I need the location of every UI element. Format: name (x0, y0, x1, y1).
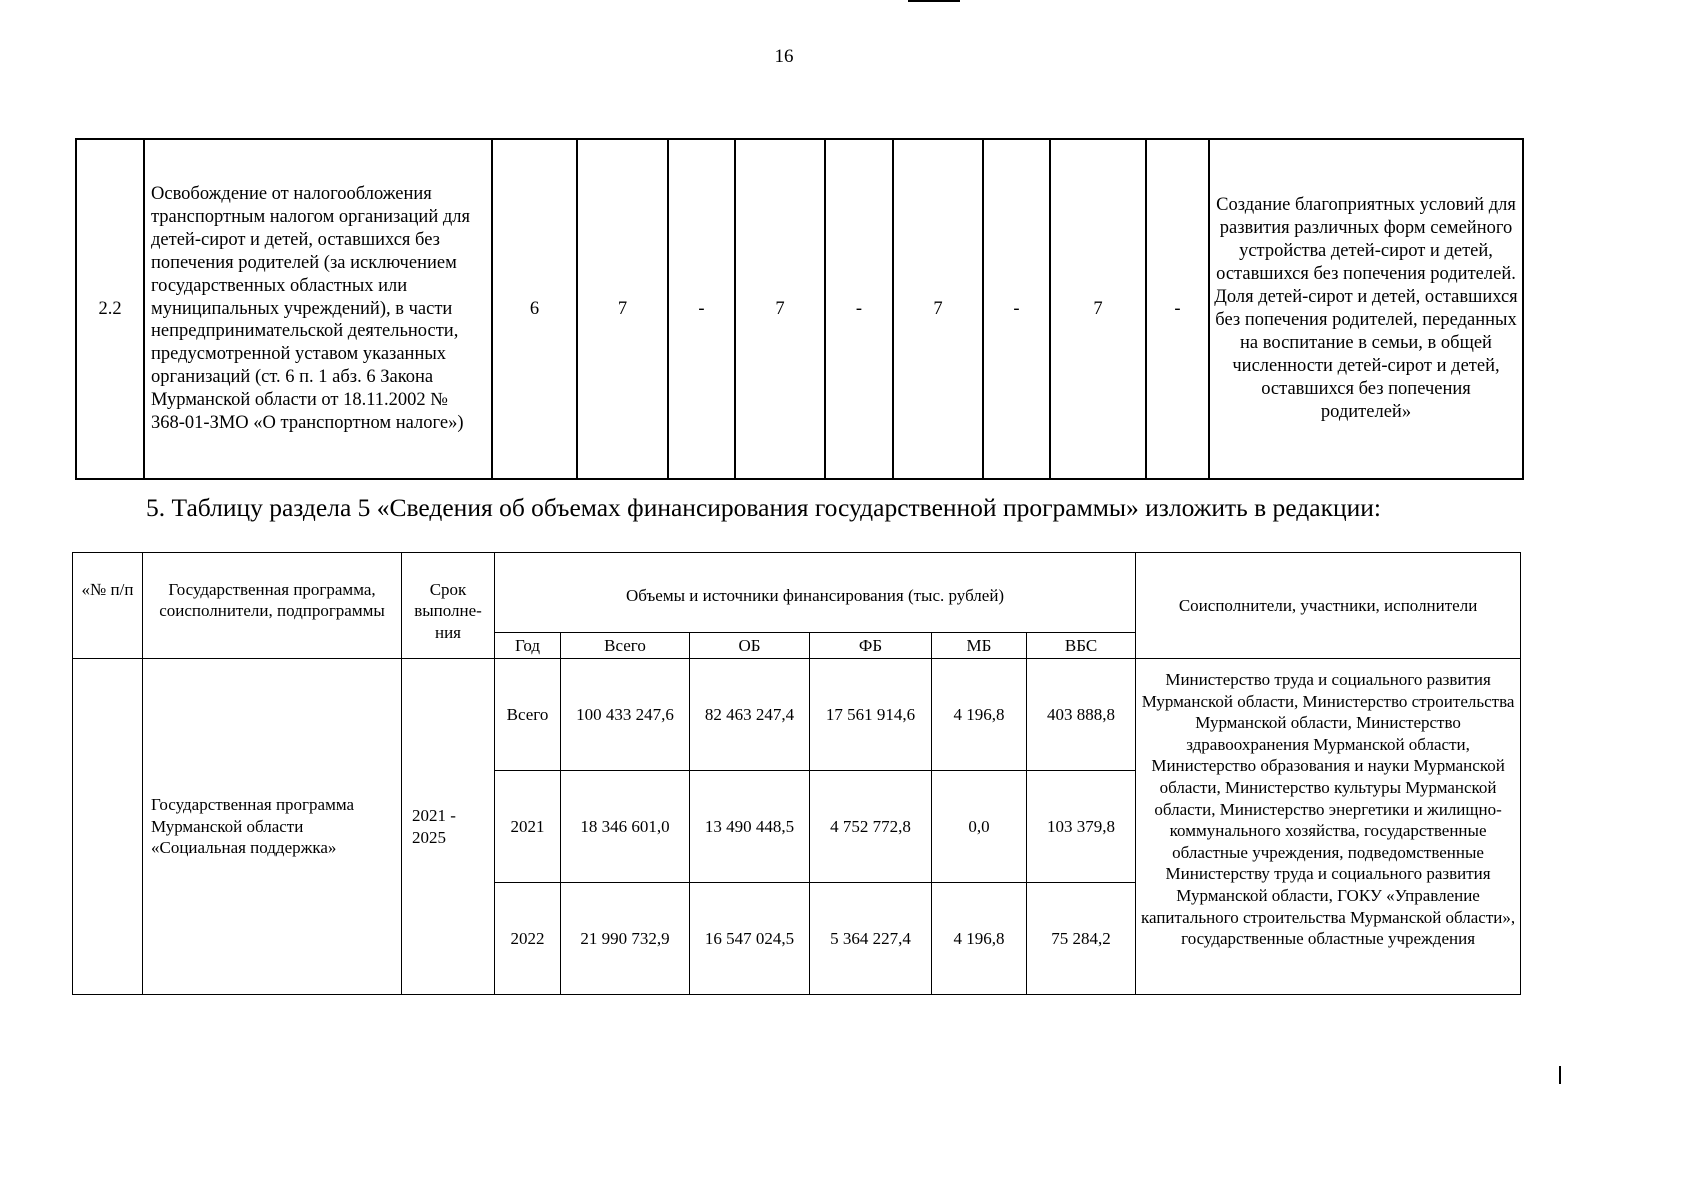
col-header-year: Год (495, 633, 561, 659)
financing-table (72, 552, 1521, 995)
col-header-vbs: ВБС (1027, 633, 1136, 659)
year-cell: Всего (495, 659, 561, 771)
table-header-row (73, 553, 1521, 633)
value-cell: 7 (893, 139, 983, 479)
vbs-cell: 403 888,8 (1027, 659, 1136, 771)
value-cell: - (1146, 139, 1209, 479)
vbs-cell: 75 284,2 (1027, 883, 1136, 995)
mb-cell: 0,0 (932, 771, 1027, 883)
program-term: 2021 - 2025 (402, 659, 495, 995)
year-cell: 2021 (495, 771, 561, 883)
value-cell: - (825, 139, 893, 479)
fb-cell: 17 561 914,6 (810, 659, 932, 771)
col-header-number: «№ п/п (73, 553, 143, 659)
top-scan-mark (908, 0, 960, 2)
mb-cell: 4 196,8 (932, 659, 1027, 771)
col-header-total: Всего (561, 633, 690, 659)
table-row (73, 659, 1521, 771)
vbs-cell: 103 379,8 (1027, 771, 1136, 883)
col-header-fb: ФБ (810, 633, 932, 659)
mb-cell: 4 196,8 (932, 883, 1027, 995)
value-cell: 6 (492, 139, 577, 479)
total-cell: 100 433 247,6 (561, 659, 690, 771)
col-header-participants: Соисполнители, участники, исполнители (1136, 553, 1521, 659)
total-cell: 21 990 732,9 (561, 883, 690, 995)
scan-edge-mark (1559, 1066, 1561, 1084)
value-cell: 7 (577, 139, 668, 479)
year-cell: 2022 (495, 883, 561, 995)
page-number: 16 (774, 46, 794, 67)
fb-cell: 4 752 772,8 (810, 771, 932, 883)
col-header-mb: МБ (932, 633, 1027, 659)
row-number-empty (73, 659, 143, 995)
tax-benefit-table (75, 138, 1524, 480)
fb-cell: 5 364 227,4 (810, 883, 932, 995)
table-row (76, 139, 1523, 479)
program-name: Государственная программа Мурманской области «Социальная поддержка» (143, 659, 402, 995)
row-number: 2.2 (76, 139, 144, 479)
value-cell: 7 (735, 139, 825, 479)
col-header-financing: Объемы и источники финансирования (тыс. рублей) (495, 553, 1136, 633)
col-header-term: Срок выполне-ния (402, 553, 495, 659)
value-cell: - (668, 139, 735, 479)
section-heading: 5. Таблицу раздела 5 «Сведения об объемах финансирования государственной программы» изложить в редакции: (146, 493, 1381, 522)
ob-cell: 13 490 448,5 (690, 771, 810, 883)
col-header-ob: ОБ (690, 633, 810, 659)
value-cell: 7 (1050, 139, 1146, 479)
expected-result: Создание благоприятных условий для развития различных форм семейного устройства детей-сирот и детей, оставшихся без попечения родителей. Доля детей-сирот и детей, оставшихся без попечения родителей, переданных на воспитание в семьи, в общей численности детей-сирот и детей, оставшихся без попечения родителей» (1209, 139, 1523, 479)
value-cell: - (983, 139, 1050, 479)
col-header-program: Государственная программа, соисполнители, подпрограммы (143, 553, 402, 659)
ob-cell: 82 463 247,4 (690, 659, 810, 771)
total-cell: 18 346 601,0 (561, 771, 690, 883)
participants-list: Министерство труда и социального развития Мурманской области, Министерство строительства Мурманской области, Министерство здравоохранения Мурманской области, Министерство образования и науки Мурманской области, Министерство культуры Мурманской области, Министерство энергетики и жилищно-коммунального хозяйства, государственные областные учреждения, подведомственные Министерству труда и социального развития Мурманской области, ГОКУ «Управление капитального строительства Мурманской области», государственные областные учреждения (1136, 659, 1521, 995)
benefit-description: Освобождение от налогообложения транспортным налогом организаций для детей-сирот и детей, оставшихся без попечения родителей (за исключением государственных областных или муниципальных учреждений), в части непредпринимательской деятельности, предусмотренной уставом указанных организаций (ст. 6 п. 1 абз. 6 Закона Мурманской области от 18.11.2002 № 368-01-ЗМО «О транспортном налоге») (144, 139, 492, 479)
ob-cell: 16 547 024,5 (690, 883, 810, 995)
